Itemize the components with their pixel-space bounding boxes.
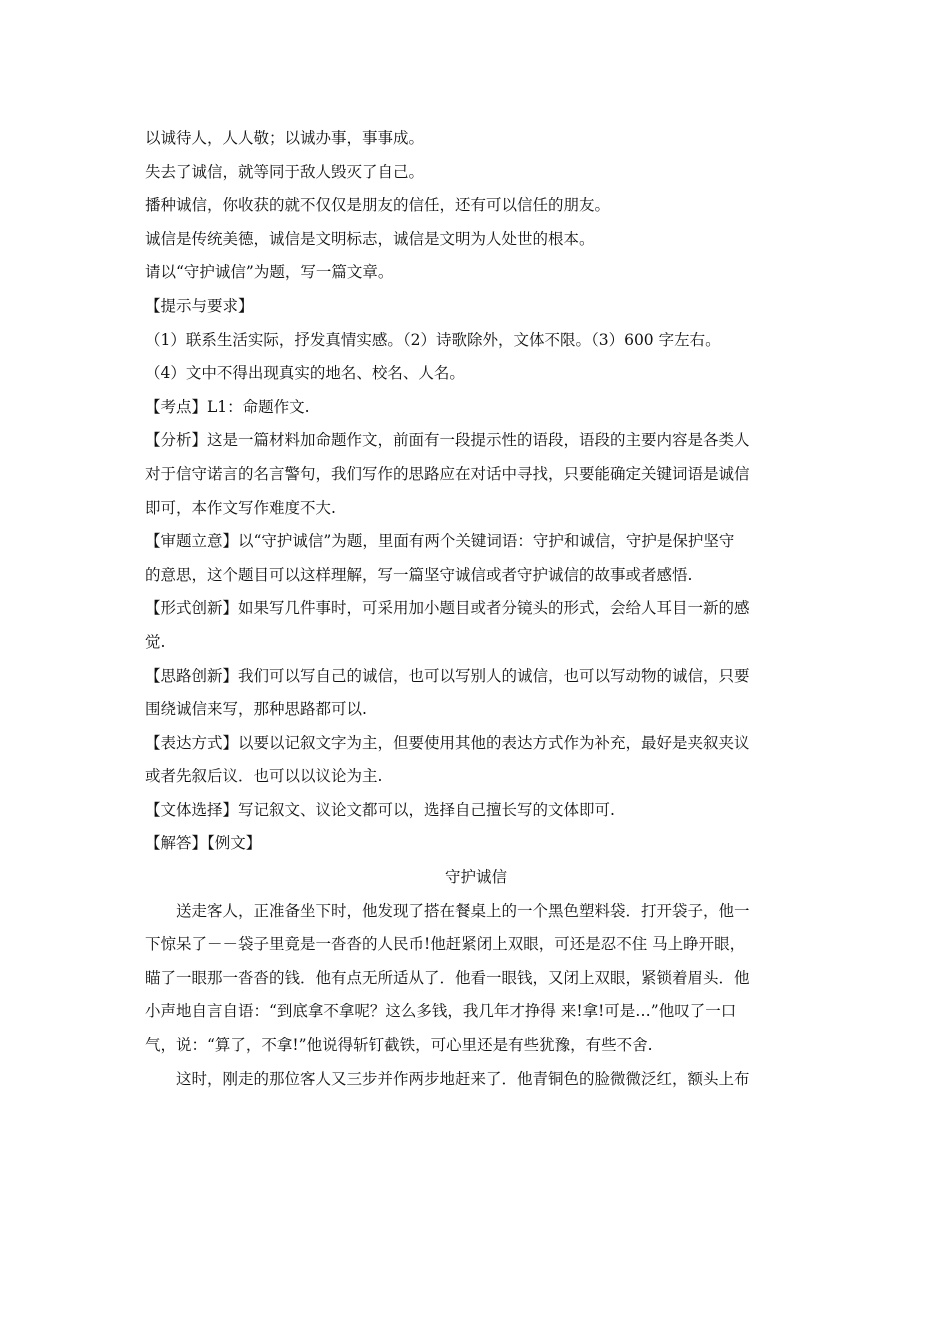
requirement-line: （4）文中不得出现真实的地名、校名、人名。 [145, 364, 465, 383]
analysis-line: 或者先叙后议．也可以以议论为主. [145, 767, 383, 786]
essay-line: 送走客人，正准备坐下时，他发现了搭在餐桌上的一个黑色塑料袋．打开袋子，他一 [176, 901, 750, 920]
essay-line: 这时，刚走的那位客人又三步并作两步地赶来了．他青铜色的脸微微泛红，额头上布 [176, 1069, 750, 1088]
analysis-line: 【审题立意】以“守护诚信”为题，里面有两个关键词语：守护和诚信，守护是保护坚守 [145, 532, 735, 551]
intro-section [145, 122, 807, 290]
analysis-section [145, 391, 807, 861]
analysis-line: 【形式创新】如果写几件事时，可采用加小题目或者分镜头的形式，会给人耳目一新的感 [145, 599, 750, 618]
analysis-line: 【文体选择】写记叙文、议论文都可以，选择自己擅长写的文体即可. [145, 800, 615, 819]
intro-line: 以诚待人，人人敬；以诚办事，事事成。 [145, 129, 425, 147]
analysis-line: 即可，本作文写作难度不大. [145, 498, 336, 517]
prompt-line: 请以“守护诚信”为题，写一篇文章。 [145, 263, 394, 282]
analysis-line: 【分析】这是一篇材料加命题作文，前面有一段提示性的语段，语段的主要内容是各类人 [145, 431, 750, 450]
intro-line: 播种诚信，你收获的就不仅仅是朋友的信任，还有可以信任的朋友。 [145, 196, 611, 215]
essay-paragraph [145, 895, 807, 1063]
intro-line: 诚信是传统美德，诚信是文明标志，诚信是文明为人处世的根本。 [145, 229, 595, 248]
essay-line: 小声地自言自语：“到底拿不拿呢？这么多钱，我几年才挣得 来!拿!可是…”他叹了一口 [145, 1002, 737, 1021]
intro-line: 失去了诚信，就等同于敌人毁灭了自己。 [145, 162, 425, 181]
analysis-line: 【思路创新】我们可以写自己的诚信，也可以写别人的诚信，也可以写动物的诚信，只要 [145, 666, 750, 685]
essay-line: 瞄了一眼那一沓沓的钱．他有点无所适从了．他看一眼钱，又闭上双眼，紧锁着眉头．他 [145, 968, 750, 987]
essay-line: 下惊呆了－－袋子里竟是一沓沓的人民币!他赶紧闭上双眼，可还是忍不住 马上睁开眼， [145, 935, 746, 954]
requirements-section [145, 290, 807, 391]
essay-title: 守护诚信 [444, 868, 507, 887]
requirement-line: （1）联系生活实际，抒发真情实感。（2）诗歌除外，文体不限。（3）600 字左右。 [145, 330, 721, 349]
essay-section [145, 861, 807, 1096]
answer-heading: 【解答】【例文】 [145, 834, 262, 853]
document-page [145, 122, 807, 1096]
analysis-line: 围绕诚信来写，那种思路都可以. [145, 700, 367, 719]
essay-line: 气，说：“算了，不拿!”他说得斩钉截铁，可心里还是有些犹豫，有些不舍. [145, 1036, 653, 1055]
analysis-line: 觉. [145, 632, 166, 651]
analysis-line: 【表达方式】以要以记叙文字为主，但要使用其他的表达方式作为补充，最好是夹叙夹议 [145, 733, 750, 752]
analysis-line: 的意思，这个题目可以这样理解，写一篇坚守诚信或者守护诚信的故事或者感悟. [145, 565, 693, 584]
analysis-line: 【考点】L1：命题作文. [145, 397, 310, 416]
requirements-heading: 【提示与要求】 [145, 296, 254, 315]
essay-paragraph [145, 1063, 807, 1097]
analysis-line: 对于信守诺言的名言警句，我们写作的思路应在对话中寻找，只要能确定关键词语是诚信 [145, 464, 750, 483]
